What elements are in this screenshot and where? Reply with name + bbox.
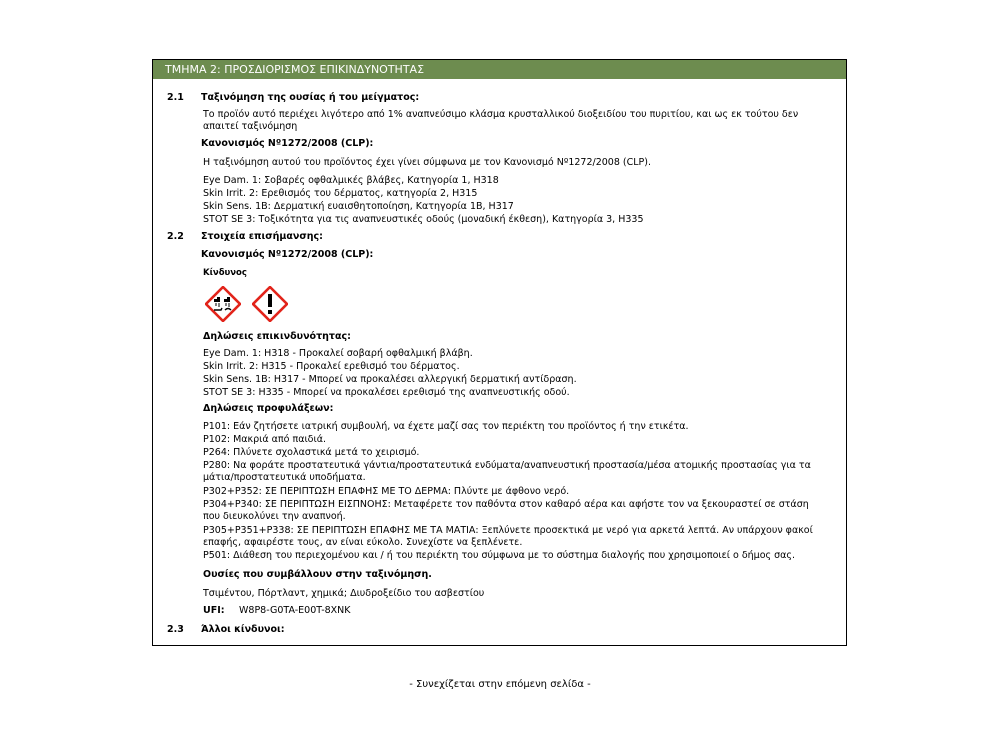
ufi-value: W8P8-G0TA-E00T-8XNK — [239, 605, 351, 616]
hazard-statement: Eye Dam. 1: H318 - Προκαλεί σοβαρή οφθαλμική βλάβη. — [203, 348, 473, 359]
hazard-statements-heading: Δηλώσεις επικινδυνότητας: — [203, 331, 351, 342]
classification-item: Eye Dam. 1: Σοβαρές οφθαλμικές βλάβες, Κατηγορία 1, H318 — [203, 175, 499, 186]
clp-label-heading: Κανονισμός Nº1272/2008 (CLP): — [201, 249, 374, 260]
precautionary-statement: P305+P351+P338: ΣΕ ΠΕΡΙΠΤΩΣΗ ΕΠΑΦΗΣ ΜΕ ΤΑ ΜΑΤΙΑ: Ξεπλύνετε προσεκτικά με νερό για αρκετά λεπτά. Αν υπάρχουν φακοί επαφής, αφαιρέστε τους, αν είναι εύκολο. Συνεχίστε να ξεπλένετε. — [203, 525, 813, 548]
precautionary-statement: P101: Εάν ζητήσετε ιατρική συμβουλή, να έχετε μαζί σας τον περιέκτη του προϊόντος ή την ετικέτα. — [203, 421, 689, 432]
exclamation-pictogram-icon — [252, 286, 288, 322]
section-2-2-heading: Στοιχεία επισήμανσης: — [201, 231, 323, 242]
signal-word: Κίνδυνος — [203, 268, 247, 278]
clp-regulation-text: Η ταξινόμηση αυτού του προϊόντος έχει γίνει σύμφωνα με τον Κανονισμό Nº1272/2008 (CLP). — [203, 157, 651, 168]
clp-regulation-heading: Κανονισμός Nº1272/2008 (CLP): — [201, 138, 374, 149]
hazard-statement: Skin Irrit. 2: H315 - Προκαλεί ερεθισμό του δέρματος. — [203, 361, 460, 372]
section-2-3-heading: Άλλοι κίνδυνοι: — [201, 624, 285, 635]
precautionary-statement: P302+P352: ΣΕ ΠΕΡΙΠΤΩΣΗ ΕΠΑΦΗΣ ΜΕ ΤΟ ΔΕΡΜΑ: Πλύντε με άφθονο νερό. — [203, 486, 570, 497]
section-2-3-number: 2.3 — [167, 624, 184, 635]
corrosion-pictogram-icon — [205, 286, 241, 322]
precautionary-statement: P102: Μακριά από παιδιά. — [203, 434, 326, 445]
contributing-substances-heading: Ουσίες που συμβάλλουν στην ταξινόμηση. — [203, 569, 432, 580]
precautionary-statement: P304+P340: ΣΕ ΠΕΡΙΠΤΩΣΗ ΕΙΣΠΝΟΗΣ: Μεταφέρετε τον παθόντα στον καθαρό αέρα και αφήστε τον να ξεκουραστεί σε στάση που διευκολύνει την αναπνοή. — [203, 499, 809, 522]
contributing-substances: Τσιμέντου, Πόρτλαντ, χημικά; Διυδροξείδιο του ασβεστίου — [203, 588, 485, 599]
precautionary-statement: P501: Διάθεση του περιεχομένου και / ή του περιέκτη του σύμφωνα με το σύστημα διαλογής που χρησιμοποιεί ο δήμος σας. — [203, 550, 795, 561]
ufi-label: UFI: — [203, 605, 225, 616]
continued-footer: - Συνεχίζεται στην επόμενη σελίδα - — [409, 679, 591, 690]
section-2-1-number: 2.1 — [167, 92, 184, 103]
precautionary-statement: P280: Να φοράτε προστατευτικά γάντια/προστατευτικά ενδύματα/αναπνευστική προστασία/μέσα ατομικής προστασίας για τα μάτια/προστατευτικά υποδήματα. — [203, 460, 811, 483]
hazard-statement: Skin Sens. 1B: H317 - Μπορεί να προκαλέσει αλλεργική δερματική αντίδραση. — [203, 374, 577, 385]
classification-item: Skin Irrit. 2: Ερεθισμός του δέρματος, κατηγορία 2, H315 — [203, 188, 478, 199]
section-2-1-intro: Το προϊόν αυτό περιέχει λιγότερο από 1% αναπνεύσιμο κλάσμα κρυσταλλικού διοξειδίου του πυριτίου, και ως εκ τούτου δεν απαιτεί ταξινόμηση — [203, 109, 799, 132]
classification-item: Skin Sens. 1B: Δερματική ευαισθητοποίηση, Κατηγορία 1B, H317 — [203, 201, 514, 212]
classification-item: STOT SE 3: Τοξικότητα για τις αναπνευστικές οδούς (μοναδική έκθεση), Κατηγορία 3, H335 — [203, 214, 644, 225]
precautionary-statement: P264: Πλύνετε σχολαστικά μετά το χειρισμό. — [203, 447, 420, 458]
hazard-statement: STOT SE 3: H335 - Μπορεί να προκαλέσει ερεθισμό της αναπνευστικής οδού. — [203, 387, 570, 398]
sds-section-frame — [152, 59, 847, 646]
section-2-1-heading: Ταξινόμηση της ουσίας ή του μείγματος: — [201, 92, 420, 103]
section-2-2-number: 2.2 — [167, 231, 184, 242]
precautionary-statements-heading: Δηλώσεις προφυλάξεων: — [203, 403, 334, 414]
section-title: ΤΜΗΜΑ 2: ΠΡΟΣΔΙΟΡΙΣΜΟΣ ΕΠΙΚΙΝΔΥΝΟΤΗΤΑΣ — [153, 60, 846, 79]
